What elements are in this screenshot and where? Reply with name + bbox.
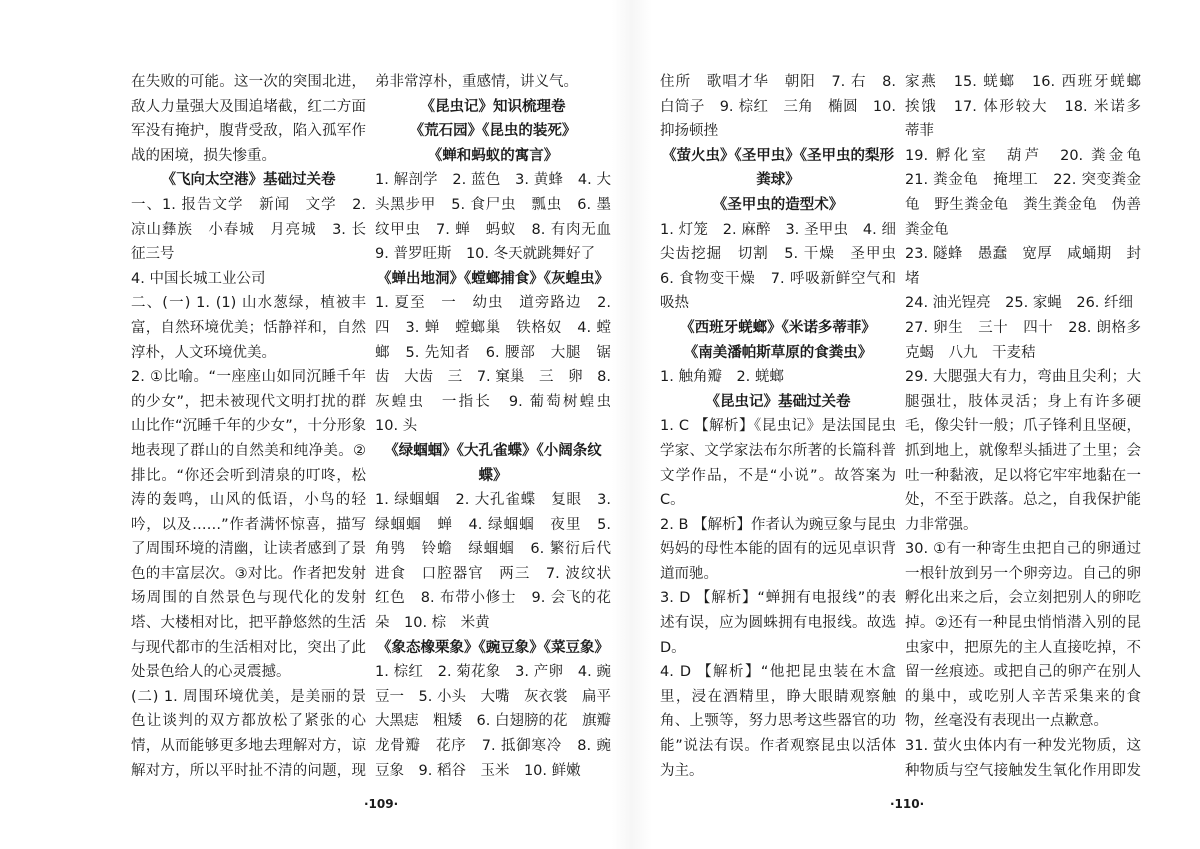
answer-paragraph: 二、(一) 1. (1) 山水葱绿，植被丰富，自然环境优美；恬静祥和，自然淳朴，人文环境优美。 (131, 295, 366, 361)
section-heading: 《象态橡栗象》《豌豆象》《菜豆象》 (377, 639, 609, 656)
answer-paragraph: 家燕 15. 蜣螂 16. 西班牙蜣螂 挨饿 17. 体形较大 18. 米诺多 蒂菲 (905, 74, 1141, 140)
binding-gutter (612, 0, 652, 849)
section-heading: 《西班牙蜣螂》《米诺多蒂菲》 (680, 319, 876, 336)
answer-paragraph: 1. 夏至 一 幼虫 道旁路边 2. 四 3. 蝉 螳螂巢 铁格奴 4. 螳螂 5. 先知者 6. 腰部 大腿 锯齿 大齿 三 7. 窠巢 三 卵 8. 灰蝗虫 一指长 9. 葡萄树蝗虫 10. 头 (375, 295, 611, 435)
text-column-2 (375, 70, 611, 785)
answer-paragraph: 30. ①有一种寄生虫把自己的卵通过一根针放到另一个卵旁边。自己的卵孵化出来之后，会立刻把别人的卵吃掉。②还有一种昆虫悄悄潜入别的昆虫家中，把原先的主人直接吃掉，不留一丝痕迹。或把自己的卵产在别人的巢中，或吃别人辛苦采集来的食物，丝毫没有表现出一点歉意。 (905, 541, 1141, 730)
section-heading: 《蝉和蚂蚁的寓言》 (427, 147, 559, 164)
text-column-4 (905, 70, 1141, 785)
answer-paragraph: (二) 1. 周围环境优美，是美丽的景色让谈判的双方都放松了紧张的心情，从而能够更多地去理解对方，谅解对方，所以平时扯不清的问题，现 (131, 688, 366, 779)
section-heading: 《南美潘帕斯草原的食粪虫》 (683, 344, 873, 361)
answer-paragraph: 4. D 【解析】“他把昆虫装在木盒里，浸在酒精里，睁大眼睛观察触角、上颚等，努力思考这些器官的功能”说法有误。作者观察昆虫以活体为主。 (660, 664, 896, 779)
answer-paragraph: 19. 孵化室 葫芦 20. 粪金龟 21. 粪金龟 掩埋工 22. 突变粪金龟 野生粪金龟 粪生粪金龟 伪善粪金龟 (905, 147, 1141, 238)
answer-paragraph: 2. ①比喻。“一座座山如同沉睡千年的少女”，把未被现代文明打扰的群山比作“沉睡千年的少女”，十分形象地表现了群山的自然美和纯净美。②排比。“你还会听到清泉的叮咚，松涛的轰鸣，山风的低语，小鸟的轻吟，以及……”作者满怀惊喜，描写了周围环境的清幽，让读者感到了景色的丰富层次。③对比。作者把发射场周围的自然景色与现代化的发射塔、大楼相对比，把平静悠然的生活与现代都市的生活相对比，突出了此处景色给人的心灵震撼。 (131, 369, 366, 681)
answer-paragraph: 3. D 【解析】“蝉拥有电报线”的表述有误，应为圆蛛拥有电报线。故选 D。 (660, 590, 896, 656)
answer-paragraph: 2. B 【解析】作者认为豌豆象与昆虫妈妈的母性本能的固有的远见卓识背道而驰。 (660, 516, 896, 582)
section-heading: 《圣甲虫的造型术》 (712, 196, 844, 213)
page-number-right: ·110· (890, 797, 925, 811)
answer-paragraph: 1. 棕红 2. 菊花象 3. 产卵 4. 豌豆一 5. 小头 大嘴 灰衣裳 扁平 大黑痣 粗矮 6. 白翅膀的花 旗瓣 龙骨瓣 花序 7. 抵御寒冷 8. 豌豆象 9. 稻谷 玉米 10. 鲜嫩 (375, 664, 611, 779)
section-heading: 《荒石园》《昆虫的装死》 (409, 123, 577, 140)
section-heading: 《绿蝈蝈》《大孔雀蝶》《小阔条纹蝶》 (384, 442, 602, 484)
answer-paragraph: 1. 触角瓣 2. 蜣螂 (660, 369, 784, 386)
answer-paragraph: 1. 绿蝈蝈 2. 大孔雀蝶 复眼 3. 绿蝈蝈 蝉 4. 绿蝈蝈 夜里 5. 角鸮 铃蟾 绿蝈蝈 6. 繁衍后代 进食 口腔器官 两三 7. 波纹状 红色 8. 布带小修士 9. 会飞的花朵 10. 棕 米黄 (375, 492, 611, 632)
section-heading: 《蝉出地洞》《螳螂捕食》《灰蝗虫》 (377, 270, 609, 287)
answer-paragraph: 1. C 【解析】《昆虫记》是法国昆虫学家、文学家法布尔所著的长篇科普文学作品，不是“小说”。故答案为 C。 (660, 418, 896, 509)
text-column-1 (131, 70, 366, 785)
page-number-left: ·109· (364, 797, 399, 811)
answer-paragraph: 31. 萤火虫体内有一种发光物质，这种物质与空气接触发生氧化作用即发 (905, 738, 1141, 779)
answer-paragraph: 24. 油光锃亮 25. 家蝇 26. 纤细 (905, 295, 1134, 312)
section-heading (375, 783, 611, 785)
answer-paragraph (660, 783, 896, 785)
answer-paragraph: 29. 大腮强大有力，弯曲且尖利；大腿强壮，肢体灵活；身上有许多硬毛，像尖针一般；爪子锋利且坚硬，抓到地上，就像犁头插进了土里；会吐一种黏液，足以将它牢牢地黏在一处，不至于跌落。总之，自我保护能力非常强。 (905, 369, 1141, 533)
answer-paragraph: 23. 隧蜂 愚蠢 宽厚 咸蛹期 封堵 (905, 246, 1141, 287)
section-heading: 《昆虫记》基础过关卷 (705, 393, 851, 410)
answer-paragraph: 1. 灯笼 2. 麻醉 3. 圣甲虫 4. 细尖齿挖掘 切割 5. 干燥 圣甲虫 6. 食物变干燥 7. 呼吸新鲜空气和吸热 (660, 221, 896, 312)
section-heading: 《萤火虫》《圣甲虫》《圣甲虫的梨形粪球》 (662, 147, 894, 189)
answer-paragraph: 弟非常淳朴，重感情，讲义气。 (375, 74, 578, 90)
answer-paragraph: 4. 中国长城工业公司 (131, 270, 266, 287)
answer-paragraph: 一、1. 报告文学 新闻 文学 2. 凉山彝族 小春城 月亮城 3. 长征三号 (131, 196, 366, 263)
answer-paragraph: 在失败的可能。这一次的突围北进，敌人力量强大及围追堵截，红二方面军没有掩护，腹背受敌，陷入孤军作战的困境，损失惨重。 (131, 74, 366, 164)
answer-paragraph: 1. 解剖学 2. 蓝色 3. 黄蜂 4. 大头黑步甲 5. 食尸虫 瓢虫 6. 墨纹甲虫 7. 蝉 蚂蚁 8. 有肉无血 9. 普罗旺斯 10. 冬天就跳舞好了 (375, 172, 611, 263)
section-heading: 《昆虫记》知识梳理卷 (420, 98, 566, 115)
answer-paragraph: 住所 歌唱才华 朝阳 7. 右 8. 白筒子 9. 棕红 三角 椭圆 10. 抑扬顿挫 (660, 74, 896, 140)
answer-paragraph: 27. 卵生 三十 四十 28. 朗格多克蝎 八九 干麦秸 (905, 319, 1141, 361)
text-column-3 (660, 70, 896, 785)
section-heading: 《飞向太空港》基础过关卷 (161, 172, 336, 189)
